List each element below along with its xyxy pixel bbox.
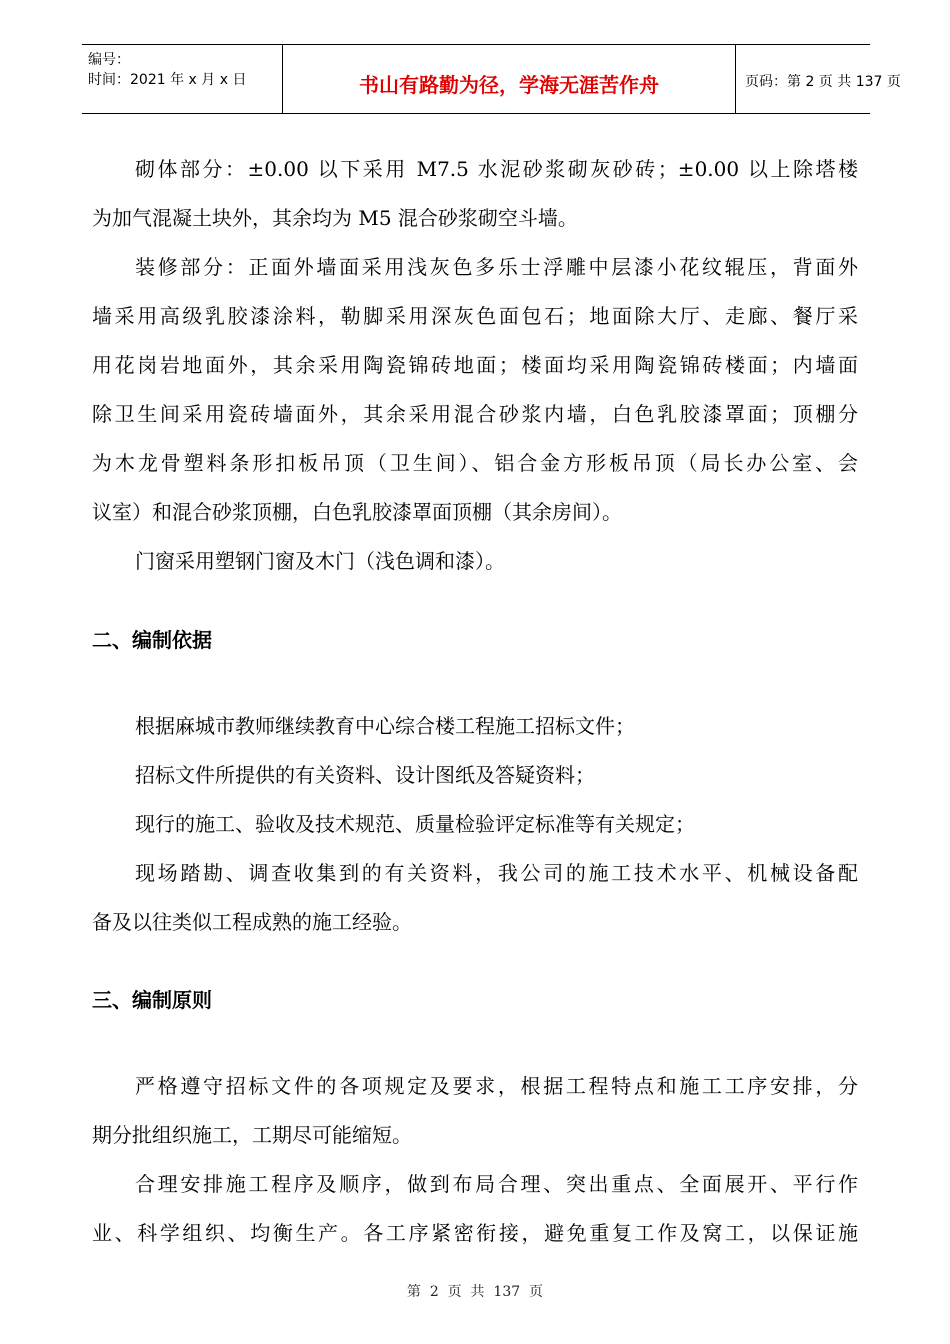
paragraph-line: 严格遵守招标文件的各项规定及要求，根据工程特点和施工工序安排，分 — [135, 1074, 858, 1098]
section-principles — [92, 1069, 858, 1265]
header-motto: 书山有路勤为径，学海无涯苦作舟 — [359, 73, 659, 97]
paragraph-line: 除卫生间采用瓷砖墙面外，其余采用混合砂浆内墙，白色乳胶漆罩面；顶棚分 — [92, 402, 858, 426]
paragraph-line: 为加气混凝土块外，其余均为 M5 混合砂浆砌空斗墙。 — [92, 206, 578, 230]
section-heading-basis: 二、编制依据 — [92, 628, 212, 652]
header-page-cell — [735, 45, 901, 113]
paragraph-line: 用花岗岩地面外，其余采用陶瓷锦砖地面；楼面均采用陶瓷锦砖楼面；内墙面 — [92, 353, 858, 377]
paragraph-line: 为木龙骨塑料条形扣板吊顶（卫生间）、铝合金方形板吊顶（局长办公室、会 — [92, 451, 858, 475]
paragraph-line: 墙采用高级乳胶漆涂料，勒脚采用深灰色面包石；地面除大厅、走廊、餐厅采 — [92, 304, 858, 328]
section-heading-principles: 三、编制原则 — [92, 988, 212, 1012]
document-number-label: 编号： — [88, 52, 130, 68]
paragraph-line: 现行的施工、验收及技术规范、质量检验评定标准等有关规定； — [135, 812, 695, 836]
page-header — [82, 44, 901, 114]
header-page-code: 页码：第 2 页 共 137 页 — [745, 74, 901, 90]
paragraph-line: 期分批组织施工，工期尽可能缩短。 — [92, 1123, 412, 1147]
paragraph-line: 议室）和混合砂浆顶棚，白色乳胶漆罩面顶棚（其余房间）。 — [92, 500, 622, 524]
paragraph-line: 业、科学组织、均衡生产。各工序紧密衔接，避免重复工作及窝工，以保证施 — [92, 1221, 858, 1245]
section-one-continued — [92, 152, 858, 593]
document-time-label: 时间：2021 年 x 月 x 日 — [88, 72, 247, 88]
paragraph-line: 门窗采用塑钢门窗及木门（浅色调和漆）。 — [135, 549, 505, 573]
paragraph-line: 装修部分：正面外墙面采用浅灰色多乐士浮雕中层漆小花纹辊压，背面外 — [135, 255, 858, 279]
page-footer-number: 第 2 页 共 137 页 — [406, 1284, 544, 1300]
header-motto-cell — [282, 45, 736, 113]
paragraph-line: 砌体部分：±0.00 以下采用 M7.5 水泥砂浆砌灰砂砖；±0.00 以上除塔楼 — [135, 157, 858, 181]
paragraph-line: 备及以往类似工程成熟的施工经验。 — [92, 910, 412, 934]
paragraph-line: 招标文件所提供的有关资料、设计图纸及答疑资料； — [135, 763, 595, 787]
paragraph-line: 根据麻城市教师继续教育中心综合楼工程施工招标文件； — [135, 714, 635, 738]
section-basis — [92, 709, 858, 954]
header-meta-cell — [82, 45, 282, 113]
paragraph-line: 合理安排施工程序及顺序，做到布局合理、突出重点、全面展开、平行作 — [135, 1172, 858, 1196]
paragraph-line: 现场踏勘、调查收集到的有关资料，我公司的施工技术水平、机械设备配 — [135, 861, 858, 885]
